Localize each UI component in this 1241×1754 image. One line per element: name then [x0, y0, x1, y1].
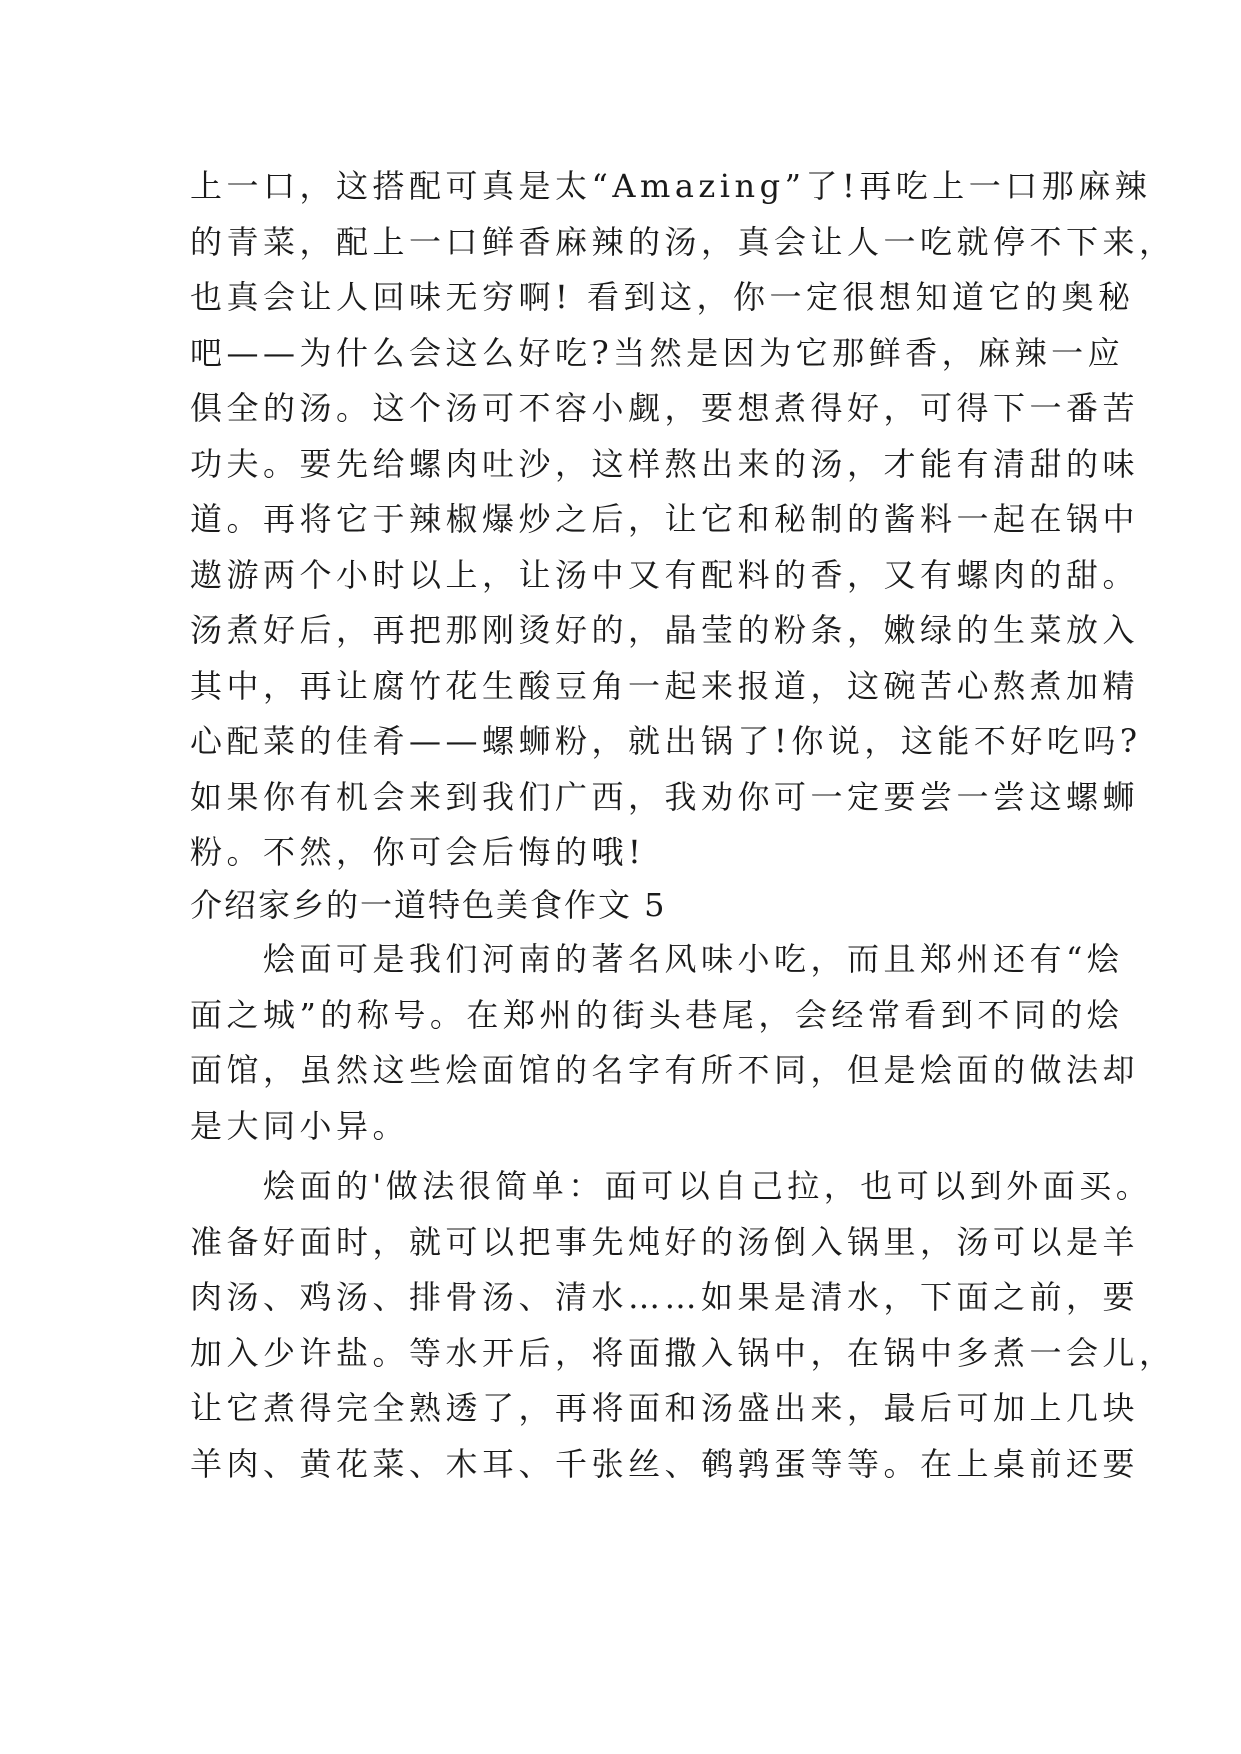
text-line: 准备好面时，就可以把事先炖好的汤倒入锅里，汤可以是羊 [190, 1223, 1140, 1261]
text-line: 的青菜，配上一口鲜香麻辣的汤，真会让人一吃就停不下来， [190, 223, 1176, 261]
text-line: 面之城”的称号。在郑州的街头巷尾，会经常看到不同的烩 [190, 996, 1124, 1034]
text-line: 心配菜的佳肴——螺蛳粉，就出锅了!你说，这能不好吃吗? [190, 722, 1142, 760]
text-line: 面馆，虽然这些烩面馆的名字有所不同，但是烩面的做法却 [190, 1051, 1140, 1089]
text-line: 加入少许盐。等水开后，将面撒入锅中，在锅中多煮一会儿， [190, 1334, 1176, 1372]
text-line: 吧——为什么会这么好吃?当然是因为它那鲜香，麻辣一应 [190, 334, 1125, 372]
text-line: 羊肉、黄花菜、木耳、千张丝、鹌鹑蛋等等。在上桌前还要 [190, 1445, 1140, 1483]
text-line: 道。再将它于辣椒爆炒之后，让它和秘制的酱料一起在锅中 [190, 500, 1140, 538]
text-line: 功夫。要先给螺肉吐沙，这样熬出来的汤，才能有清甜的味 [190, 445, 1140, 483]
text-line: 俱全的汤。这个汤可不容小觑，要想煮得好，可得下一番苦 [190, 389, 1140, 427]
text-line: 肉汤、鸡汤、排骨汤、清水……如果是清水，下面之前，要 [190, 1278, 1140, 1316]
text-line: 是大同小异。 [190, 1107, 410, 1145]
text-line: 其中，再让腐竹花生酸豆角一起来报道，这碗苦心熬煮加精 [190, 667, 1140, 705]
text-line: 粉。不然，你可会后悔的哦! [190, 833, 646, 871]
text-line: 遨游两个小时以上，让汤中又有配料的香，又有螺肉的甜。 [190, 556, 1140, 594]
section-heading: 介绍家乡的一道特色美食作文 5 [190, 886, 667, 924]
text-line: 烩面的'做法很简单：面可以自己拉，也可以到外面买。 [190, 1167, 1153, 1205]
text-line: 让它煮得完全熟透了，再将面和汤盛出来，最后可加上几块 [190, 1389, 1140, 1427]
text-line: 也真会让人回味无穷啊! 看到这，你一定很想知道它的奥秘 [190, 278, 1135, 316]
text-line: 如果你有机会来到我们广西，我劝你可一定要尝一尝这螺蛳 [190, 778, 1140, 816]
text-line: 烩面可是我们河南的著名风味小吃，而且郑州还有“烩 [190, 940, 1124, 978]
text-line: 汤煮好后，再把那刚烫好的，晶莹的粉条，嫩绿的生菜放入 [190, 611, 1140, 649]
text-line: 上一口，这搭配可真是太“Amazing”了!再吃上一口那麻辣 [190, 167, 1152, 205]
